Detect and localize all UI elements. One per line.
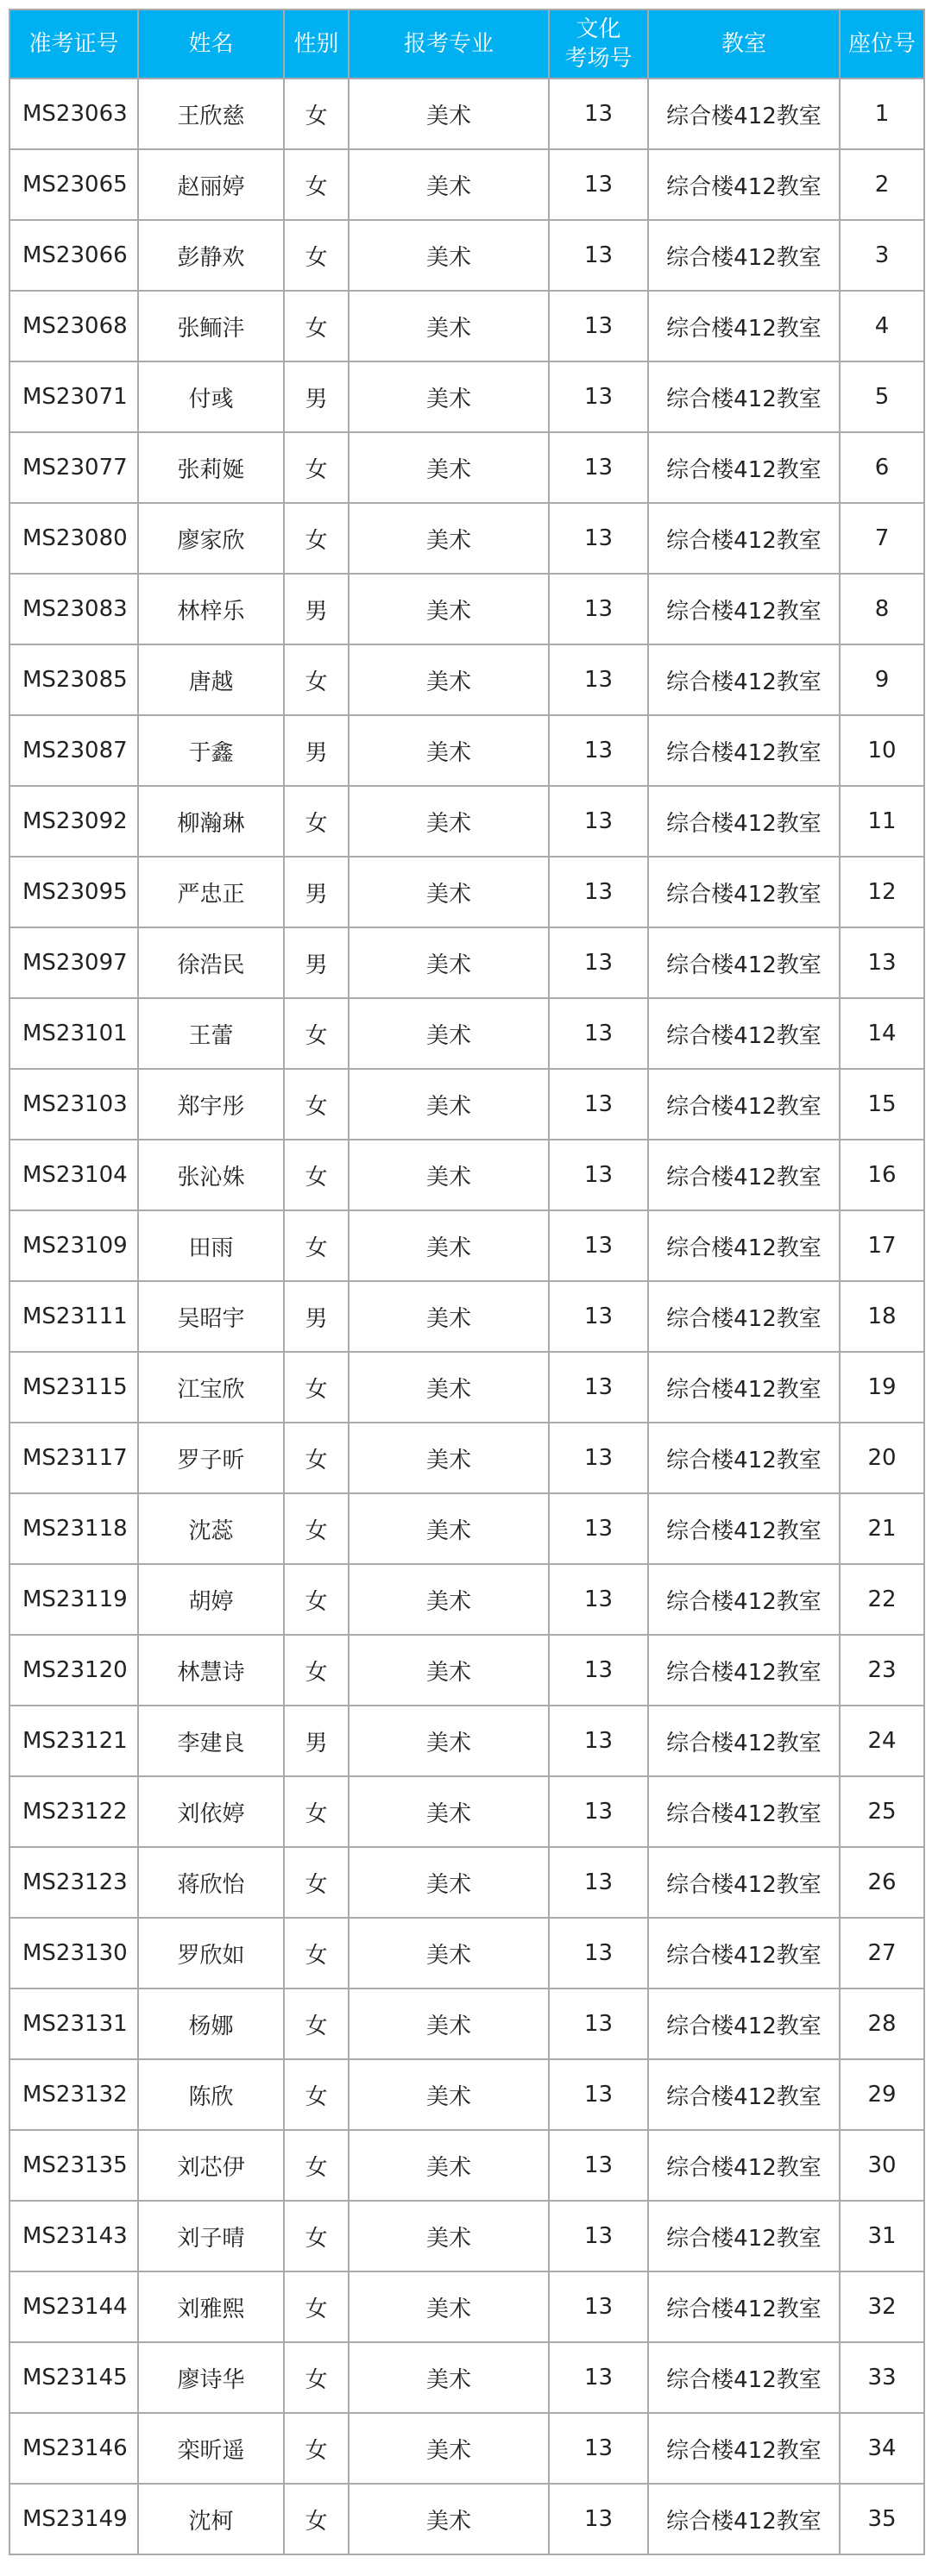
room-number-cell: 13 (549, 361, 648, 432)
gender-cell: 女 (284, 786, 349, 857)
major-cell: 美术 (349, 644, 549, 715)
room-number-cell: 13 (549, 1564, 648, 1635)
room-number-cell: 13 (549, 1069, 648, 1140)
exam-id-cell: MS23065 (9, 149, 138, 220)
table-row (9, 503, 924, 574)
gender-cell: 女 (284, 1352, 349, 1423)
seat-cell: 35 (840, 2484, 924, 2554)
seat-cell: 8 (840, 574, 924, 644)
table-row (9, 1493, 924, 1564)
room-number-cell: 13 (549, 1423, 648, 1493)
major-cell: 美术 (349, 2130, 549, 2201)
table-row (9, 927, 924, 998)
classroom-cell: 综合楼412教室 (648, 857, 840, 927)
name-cell: 于鑫 (138, 715, 284, 786)
gender-cell: 女 (284, 1140, 349, 1210)
name-cell: 张沁姝 (138, 1140, 284, 1210)
room-number-cell: 13 (549, 1352, 648, 1423)
header-name: 姓名 (138, 9, 284, 79)
name-cell: 张莉娫 (138, 432, 284, 503)
room-number-cell: 13 (549, 1210, 648, 1281)
room-number-cell: 13 (549, 1635, 648, 1706)
exam-id-cell: MS23109 (9, 1210, 138, 1281)
room-number-cell: 13 (549, 2484, 648, 2554)
table-row (9, 1989, 924, 2059)
name-cell: 罗子昕 (138, 1423, 284, 1493)
header-row (9, 9, 924, 79)
exam-id-cell: MS23071 (9, 361, 138, 432)
exam-id-cell: MS23095 (9, 857, 138, 927)
major-cell: 美术 (349, 2413, 549, 2484)
table-row (9, 1635, 924, 1706)
table-row (9, 1776, 924, 1847)
classroom-cell: 综合楼412教室 (648, 291, 840, 361)
gender-cell: 女 (284, 432, 349, 503)
seat-cell: 12 (840, 857, 924, 927)
classroom-cell: 综合楼412教室 (648, 503, 840, 574)
classroom-cell: 综合楼412教室 (648, 1140, 840, 1210)
room-number-cell: 13 (549, 220, 648, 291)
gender-cell: 女 (284, 644, 349, 715)
name-cell: 蒋欣怡 (138, 1847, 284, 1918)
room-number-cell: 13 (549, 1918, 648, 1989)
exam-id-cell: MS23111 (9, 1281, 138, 1352)
exam-id-cell: MS23087 (9, 715, 138, 786)
seat-cell: 33 (840, 2342, 924, 2413)
name-cell: 田雨 (138, 1210, 284, 1281)
classroom-cell: 综合楼412教室 (648, 361, 840, 432)
seat-cell: 16 (840, 1140, 924, 1210)
room-number-cell: 13 (549, 432, 648, 503)
header-exam-id: 准考证号 (9, 9, 138, 79)
seat-cell: 3 (840, 220, 924, 291)
room-number-cell: 13 (549, 2271, 648, 2342)
major-cell: 美术 (349, 574, 549, 644)
name-cell: 唐越 (138, 644, 284, 715)
seat-cell: 31 (840, 2201, 924, 2271)
room-number-cell: 13 (549, 786, 648, 857)
room-number-cell: 13 (549, 1706, 648, 1776)
major-cell: 美术 (349, 220, 549, 291)
name-cell: 严忠正 (138, 857, 284, 927)
major-cell: 美术 (349, 291, 549, 361)
classroom-cell: 综合楼412教室 (648, 79, 840, 149)
name-cell: 吴昭宇 (138, 1281, 284, 1352)
seat-cell: 32 (840, 2271, 924, 2342)
gender-cell: 女 (284, 2201, 349, 2271)
header-major: 报考专业 (349, 9, 549, 79)
exam-id-cell: MS23122 (9, 1776, 138, 1847)
name-cell: 胡婷 (138, 1564, 284, 1635)
major-cell: 美术 (349, 1564, 549, 1635)
gender-cell: 女 (284, 1918, 349, 1989)
room-number-cell: 13 (549, 2201, 648, 2271)
header-classroom: 教室 (648, 9, 840, 79)
classroom-cell: 综合楼412教室 (648, 1776, 840, 1847)
gender-cell: 女 (284, 1423, 349, 1493)
gender-cell: 女 (284, 149, 349, 220)
gender-cell: 女 (284, 2059, 349, 2130)
major-cell: 美术 (349, 1635, 549, 1706)
major-cell: 美术 (349, 1069, 549, 1140)
room-number-cell: 13 (549, 291, 648, 361)
classroom-cell: 综合楼412教室 (648, 1352, 840, 1423)
exam-id-cell: MS23146 (9, 2413, 138, 2484)
table-row (9, 1140, 924, 1210)
seat-cell: 9 (840, 644, 924, 715)
classroom-cell: 综合楼412教室 (648, 574, 840, 644)
major-cell: 美术 (349, 2342, 549, 2413)
major-cell: 美术 (349, 1918, 549, 1989)
exam-id-cell: MS23101 (9, 998, 138, 1069)
major-cell: 美术 (349, 715, 549, 786)
header-room-number-line1: 文化 (576, 16, 621, 42)
exam-id-cell: MS23145 (9, 2342, 138, 2413)
exam-id-cell: MS23130 (9, 1918, 138, 1989)
gender-cell: 女 (284, 503, 349, 574)
table-row (9, 644, 924, 715)
seat-cell: 20 (840, 1423, 924, 1493)
gender-cell: 女 (284, 1564, 349, 1635)
major-cell: 美术 (349, 503, 549, 574)
room-number-cell: 13 (549, 2342, 648, 2413)
classroom-cell: 综合楼412教室 (648, 1281, 840, 1352)
classroom-cell: 综合楼412教室 (648, 998, 840, 1069)
table-row (9, 220, 924, 291)
classroom-cell: 综合楼412教室 (648, 1918, 840, 1989)
table-row (9, 361, 924, 432)
exam-id-cell: MS23063 (9, 79, 138, 149)
major-cell: 美术 (349, 1847, 549, 1918)
classroom-cell: 综合楼412教室 (648, 644, 840, 715)
classroom-cell: 综合楼412教室 (648, 2342, 840, 2413)
exam-seating-sheet (9, 9, 923, 2555)
seat-cell: 11 (840, 786, 924, 857)
room-number-cell: 13 (549, 1140, 648, 1210)
exam-id-cell: MS23132 (9, 2059, 138, 2130)
seat-cell: 26 (840, 1847, 924, 1918)
room-number-cell: 13 (549, 998, 648, 1069)
seat-cell: 25 (840, 1776, 924, 1847)
seat-cell: 6 (840, 432, 924, 503)
seat-cell: 34 (840, 2413, 924, 2484)
classroom-cell: 综合楼412教室 (648, 1423, 840, 1493)
header-room-number-line2: 考场号 (564, 46, 633, 72)
table-row (9, 1847, 924, 1918)
name-cell: 林梓乐 (138, 574, 284, 644)
name-cell: 刘雅熙 (138, 2271, 284, 2342)
major-cell: 美术 (349, 857, 549, 927)
exam-id-cell: MS23120 (9, 1635, 138, 1706)
header-gender: 性别 (284, 9, 349, 79)
gender-cell: 男 (284, 1706, 349, 1776)
table-row (9, 2130, 924, 2201)
table-row (9, 2201, 924, 2271)
classroom-cell: 综合楼412教室 (648, 2201, 840, 2271)
major-cell: 美术 (349, 1281, 549, 1352)
gender-cell: 女 (284, 1776, 349, 1847)
classroom-cell: 综合楼412教室 (648, 1847, 840, 1918)
exam-id-cell: MS23103 (9, 1069, 138, 1140)
room-number-cell: 13 (549, 1989, 648, 2059)
exam-id-cell: MS23143 (9, 2201, 138, 2271)
table-row (9, 2342, 924, 2413)
seat-cell: 19 (840, 1352, 924, 1423)
room-number-cell: 13 (549, 1776, 648, 1847)
header-room-number (549, 9, 648, 79)
room-number-cell: 13 (549, 79, 648, 149)
seat-cell: 28 (840, 1989, 924, 2059)
classroom-cell: 综合楼412教室 (648, 715, 840, 786)
gender-cell: 女 (284, 220, 349, 291)
classroom-cell: 综合楼412教室 (648, 2413, 840, 2484)
major-cell: 美术 (349, 1423, 549, 1493)
gender-cell: 女 (284, 1989, 349, 2059)
seat-cell: 21 (840, 1493, 924, 1564)
table-row (9, 574, 924, 644)
gender-cell: 女 (284, 79, 349, 149)
seat-cell: 14 (840, 998, 924, 1069)
name-cell: 沈柯 (138, 2484, 284, 2554)
exam-id-cell: MS23135 (9, 2130, 138, 2201)
exam-id-cell: MS23066 (9, 220, 138, 291)
name-cell: 王欣慈 (138, 79, 284, 149)
exam-id-cell: MS23119 (9, 1564, 138, 1635)
table-row (9, 998, 924, 1069)
seat-cell: 5 (840, 361, 924, 432)
gender-cell: 女 (284, 2130, 349, 2201)
room-number-cell: 13 (549, 857, 648, 927)
name-cell: 张鲕沣 (138, 291, 284, 361)
gender-cell: 女 (284, 998, 349, 1069)
major-cell: 美术 (349, 149, 549, 220)
table-row (9, 786, 924, 857)
major-cell: 美术 (349, 1352, 549, 1423)
gender-cell: 女 (284, 1210, 349, 1281)
gender-cell: 女 (284, 1069, 349, 1140)
table-row (9, 1281, 924, 1352)
major-cell: 美术 (349, 79, 549, 149)
exam-id-cell: MS23149 (9, 2484, 138, 2554)
seat-cell: 15 (840, 1069, 924, 1140)
exam-id-cell: MS23131 (9, 1989, 138, 2059)
table-body (9, 79, 924, 2554)
seat-cell: 1 (840, 79, 924, 149)
name-cell: 付彧 (138, 361, 284, 432)
gender-cell: 男 (284, 715, 349, 786)
table-row (9, 1210, 924, 1281)
name-cell: 罗欣如 (138, 1918, 284, 1989)
room-number-cell: 13 (549, 2413, 648, 2484)
name-cell: 赵丽婷 (138, 149, 284, 220)
name-cell: 刘芯伊 (138, 2130, 284, 2201)
name-cell: 彭静欢 (138, 220, 284, 291)
room-number-cell: 13 (549, 149, 648, 220)
name-cell: 杨娜 (138, 1989, 284, 2059)
name-cell: 廖诗华 (138, 2342, 284, 2413)
gender-cell: 男 (284, 857, 349, 927)
major-cell: 美术 (349, 786, 549, 857)
classroom-cell: 综合楼412教室 (648, 432, 840, 503)
exam-id-cell: MS23085 (9, 644, 138, 715)
table-row (9, 857, 924, 927)
seat-cell: 23 (840, 1635, 924, 1706)
classroom-cell: 综合楼412教室 (648, 2484, 840, 2554)
seat-cell: 10 (840, 715, 924, 786)
name-cell: 柳瀚琳 (138, 786, 284, 857)
major-cell: 美术 (349, 2484, 549, 2554)
seat-cell: 2 (840, 149, 924, 220)
exam-id-cell: MS23097 (9, 927, 138, 998)
table-row (9, 1706, 924, 1776)
major-cell: 美术 (349, 1493, 549, 1564)
table-row (9, 149, 924, 220)
room-number-cell: 13 (549, 1493, 648, 1564)
seat-cell: 13 (840, 927, 924, 998)
seat-cell: 18 (840, 1281, 924, 1352)
table-row (9, 291, 924, 361)
major-cell: 美术 (349, 1989, 549, 2059)
gender-cell: 女 (284, 2413, 349, 2484)
classroom-cell: 综合楼412教室 (648, 1210, 840, 1281)
table-row (9, 715, 924, 786)
name-cell: 江宝欣 (138, 1352, 284, 1423)
room-number-cell: 13 (549, 2130, 648, 2201)
header-seat: 座位号 (840, 9, 924, 79)
classroom-cell: 综合楼412教室 (648, 1493, 840, 1564)
exam-id-cell: MS23117 (9, 1423, 138, 1493)
gender-cell: 女 (284, 1493, 349, 1564)
gender-cell: 男 (284, 574, 349, 644)
gender-cell: 女 (284, 291, 349, 361)
table-row (9, 1352, 924, 1423)
gender-cell: 女 (284, 2342, 349, 2413)
room-number-cell: 13 (549, 2059, 648, 2130)
exam-seating-table (9, 9, 925, 2555)
major-cell: 美术 (349, 2271, 549, 2342)
classroom-cell: 综合楼412教室 (648, 2271, 840, 2342)
table-row (9, 2413, 924, 2484)
seat-cell: 24 (840, 1706, 924, 1776)
name-cell: 李建良 (138, 1706, 284, 1776)
seat-cell: 17 (840, 1210, 924, 1281)
exam-id-cell: MS23121 (9, 1706, 138, 1776)
name-cell: 刘依婷 (138, 1776, 284, 1847)
gender-cell: 女 (284, 1635, 349, 1706)
exam-id-cell: MS23118 (9, 1493, 138, 1564)
seat-cell: 22 (840, 1564, 924, 1635)
room-number-cell: 13 (549, 1847, 648, 1918)
name-cell: 刘子晴 (138, 2201, 284, 2271)
seat-cell: 29 (840, 2059, 924, 2130)
name-cell: 郑宇彤 (138, 1069, 284, 1140)
classroom-cell: 综合楼412教室 (648, 2059, 840, 2130)
gender-cell: 女 (284, 2484, 349, 2554)
table-row (9, 1564, 924, 1635)
name-cell: 廖家欣 (138, 503, 284, 574)
room-number-cell: 13 (549, 574, 648, 644)
major-cell: 美术 (349, 1210, 549, 1281)
table-row (9, 1918, 924, 1989)
classroom-cell: 综合楼412教室 (648, 1069, 840, 1140)
exam-id-cell: MS23104 (9, 1140, 138, 1210)
major-cell: 美术 (349, 2201, 549, 2271)
exam-id-cell: MS23115 (9, 1352, 138, 1423)
major-cell: 美术 (349, 2059, 549, 2130)
major-cell: 美术 (349, 927, 549, 998)
table-row (9, 1069, 924, 1140)
name-cell: 徐浩民 (138, 927, 284, 998)
classroom-cell: 综合楼412教室 (648, 927, 840, 998)
seat-cell: 27 (840, 1918, 924, 1989)
seat-cell: 4 (840, 291, 924, 361)
seat-cell: 30 (840, 2130, 924, 2201)
table-row (9, 79, 924, 149)
gender-cell: 女 (284, 2271, 349, 2342)
table-row (9, 432, 924, 503)
classroom-cell: 综合楼412教室 (648, 786, 840, 857)
name-cell: 沈蕊 (138, 1493, 284, 1564)
table-row (9, 1423, 924, 1493)
gender-cell: 男 (284, 927, 349, 998)
classroom-cell: 综合楼412教室 (648, 2130, 840, 2201)
exam-id-cell: MS23077 (9, 432, 138, 503)
table-row (9, 2484, 924, 2554)
major-cell: 美术 (349, 432, 549, 503)
room-number-cell: 13 (549, 644, 648, 715)
table-row (9, 2271, 924, 2342)
classroom-cell: 综合楼412教室 (648, 1706, 840, 1776)
classroom-cell: 综合楼412教室 (648, 1564, 840, 1635)
gender-cell: 女 (284, 1847, 349, 1918)
classroom-cell: 综合楼412教室 (648, 1635, 840, 1706)
exam-id-cell: MS23092 (9, 786, 138, 857)
room-number-cell: 13 (549, 503, 648, 574)
major-cell: 美术 (349, 1706, 549, 1776)
room-number-cell: 13 (549, 715, 648, 786)
major-cell: 美术 (349, 1776, 549, 1847)
exam-id-cell: MS23068 (9, 291, 138, 361)
name-cell: 栾昕遥 (138, 2413, 284, 2484)
exam-id-cell: MS23123 (9, 1847, 138, 1918)
major-cell: 美术 (349, 998, 549, 1069)
classroom-cell: 综合楼412教室 (648, 1989, 840, 2059)
classroom-cell: 综合楼412教室 (648, 149, 840, 220)
seat-cell: 7 (840, 503, 924, 574)
table-row (9, 2059, 924, 2130)
gender-cell: 男 (284, 1281, 349, 1352)
major-cell: 美术 (349, 1140, 549, 1210)
gender-cell: 男 (284, 361, 349, 432)
exam-id-cell: MS23080 (9, 503, 138, 574)
exam-id-cell: MS23083 (9, 574, 138, 644)
exam-id-cell: MS23144 (9, 2271, 138, 2342)
room-number-cell: 13 (549, 927, 648, 998)
room-number-cell: 13 (549, 1281, 648, 1352)
name-cell: 林慧诗 (138, 1635, 284, 1706)
major-cell: 美术 (349, 361, 549, 432)
name-cell: 王蕾 (138, 998, 284, 1069)
name-cell: 陈欣 (138, 2059, 284, 2130)
classroom-cell: 综合楼412教室 (648, 220, 840, 291)
